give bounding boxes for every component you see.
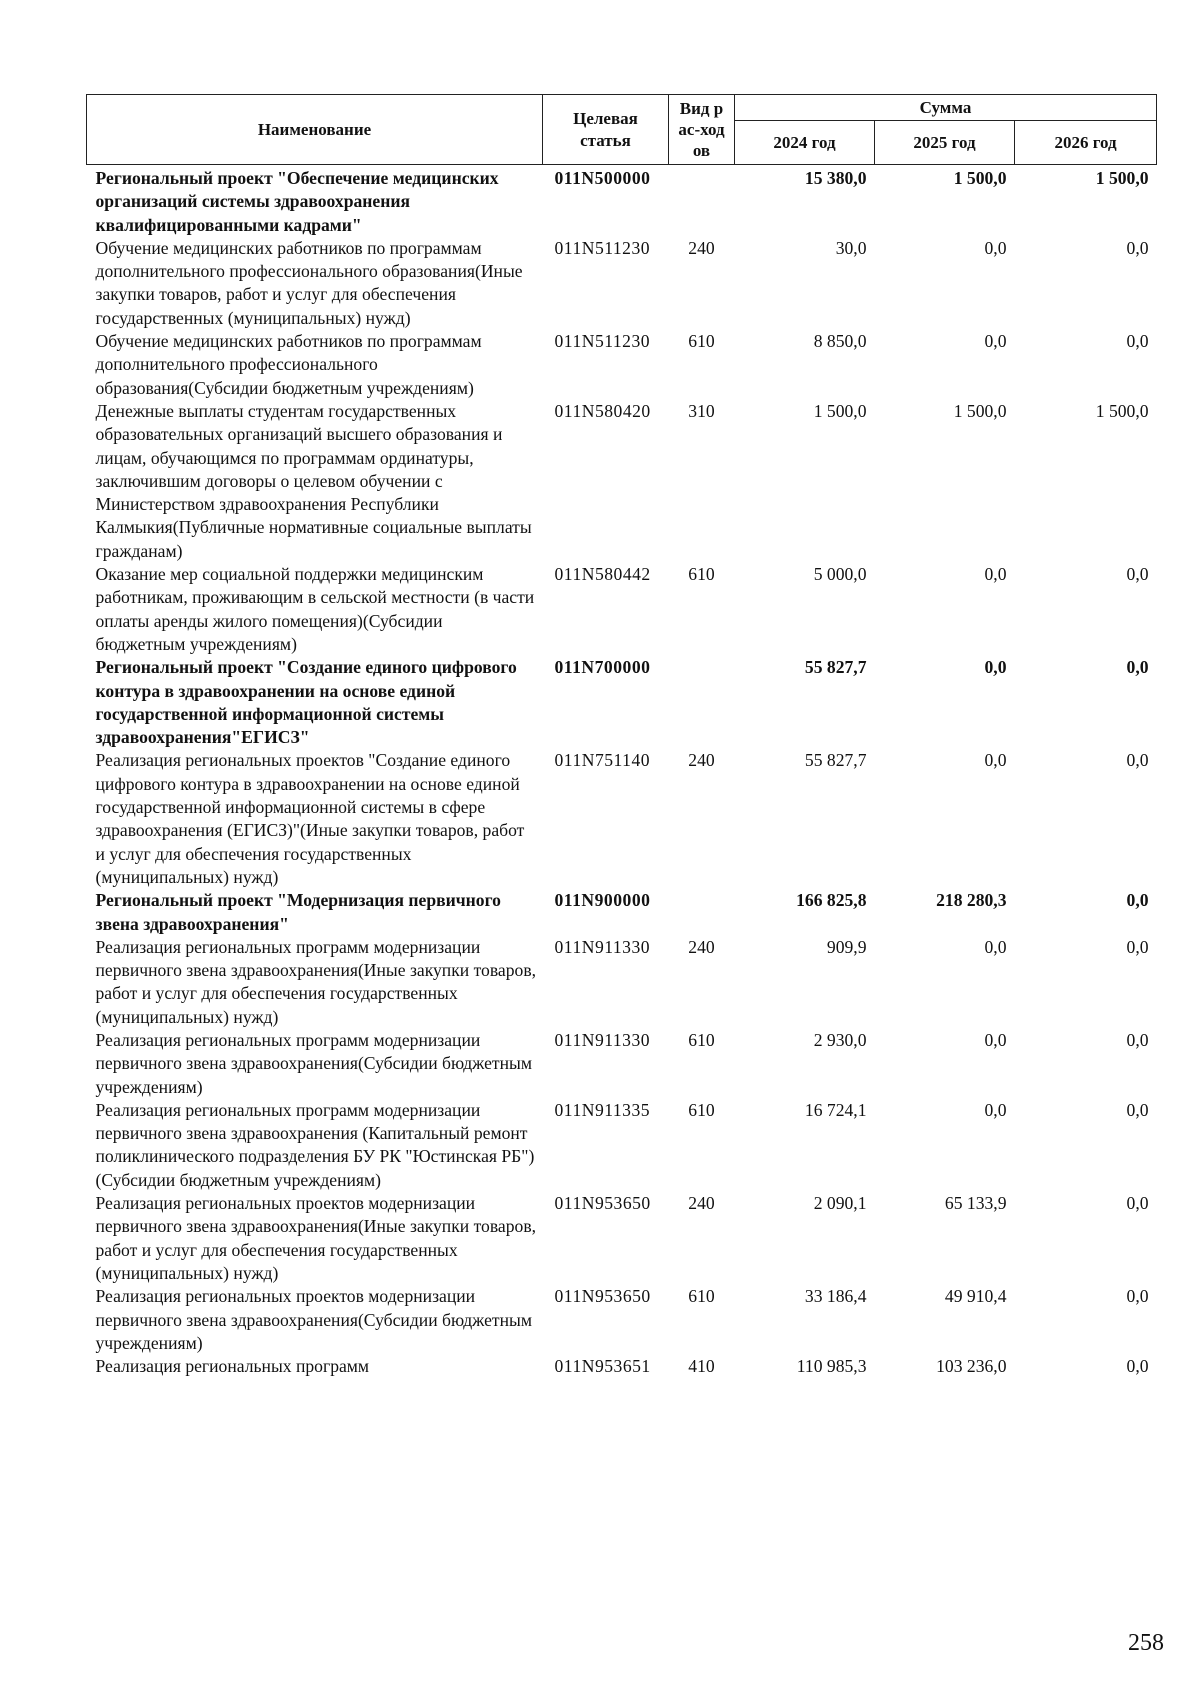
cell-code: 011N900000	[554, 890, 651, 911]
col-header-2026: 2026 год	[1015, 121, 1157, 165]
table-row	[87, 1192, 1157, 1285]
cell-y2026: 0,0	[1126, 890, 1149, 911]
table-row	[87, 563, 1157, 656]
cell-kind: 240	[688, 750, 715, 771]
cell-y2025: 0,0	[984, 657, 1007, 678]
cell-name: Реализация региональных программ модернизации первичного звена здравоохранения(Субсидии бюджетным учреждениям)	[95, 1029, 532, 1097]
cell-y2024: 1 500,0	[813, 400, 867, 421]
cell-code: 011N580420	[554, 400, 651, 421]
cell-y2025: 0,0	[984, 936, 1007, 957]
cell-y2026: 0,0	[1126, 657, 1149, 678]
cell-y2024: 33 186,4	[804, 1286, 867, 1307]
cell-code: 011N580442	[554, 564, 651, 585]
table-header	[87, 95, 1157, 165]
cell-name: Оказание мер социальной поддержки медицинским работникам, проживающим в сельской местности (в части оплаты аренды жилого помещения)(Субсидии бюджетным учреждениям)	[95, 564, 535, 654]
cell-y2026: 0,0	[1126, 750, 1149, 771]
cell-y2025: 1 500,0	[953, 168, 1007, 188]
table-row	[87, 237, 1157, 330]
cell-y2024: 15 380,0	[804, 168, 867, 188]
col-header-2024: 2024 год	[735, 121, 875, 165]
page-number: 258	[1128, 1630, 1164, 1656]
cell-code: 011N511230	[554, 331, 651, 352]
cell-y2024: 2 090,1	[813, 1193, 867, 1214]
cell-y2024: 110 985,3	[796, 1356, 867, 1377]
cell-kind: 610	[688, 1029, 715, 1050]
cell-y2025: 49 910,4	[944, 1286, 1007, 1307]
cell-code: 011N953650	[554, 1286, 651, 1307]
cell-kind: 610	[688, 331, 715, 352]
budget-table	[86, 94, 1157, 1378]
cell-kind: 240	[688, 237, 715, 258]
cell-y2026: 0,0	[1126, 1286, 1149, 1307]
col-header-sum: Сумма	[735, 95, 1157, 121]
cell-y2024: 8 850,0	[813, 331, 867, 352]
cell-code: 011N911335	[554, 1099, 651, 1120]
cell-name: Реализация региональных проектов "Создание единого цифрового контура в здравоохранении на основе единой государственной информационной системы в сфере здравоохранения (ЕГИСЗ)"(Иные закупки товаров, работ и услуг для обеспечения государственных (муниципальных) нужд)	[95, 750, 525, 887]
cell-kind: 410	[688, 1356, 715, 1377]
cell-name: Реализация региональных программ модернизации первичного звена здравоохранения (Капитальный ремонт поликлинического подразделения БУ РК "Юстинская РБ")(Субсидии бюджетным учреждениям)	[95, 1099, 535, 1190]
cell-code: 011N511230	[554, 237, 651, 258]
cell-code: 011N953651	[554, 1356, 651, 1377]
cell-y2025: 0,0	[984, 750, 1007, 771]
cell-y2026: 0,0	[1126, 237, 1149, 258]
cell-kind: 310	[688, 400, 715, 421]
cell-name: Региональный проект "Модернизация первичного звена здравоохранения"	[95, 890, 501, 934]
cell-y2026: 0,0	[1126, 1356, 1149, 1377]
cell-kind	[669, 889, 735, 936]
table-row	[87, 1029, 1157, 1099]
cell-code: 011N953650	[554, 1193, 651, 1214]
table-row	[87, 400, 1157, 563]
col-header-kind: Вид рас-ходов	[669, 95, 735, 165]
cell-code: 011N911330	[554, 1029, 651, 1050]
cell-name: Региональный проект "Обеспечение медицинских организаций системы здравоохранения квалифицированными кадрами"	[95, 168, 499, 235]
cell-y2025: 0,0	[984, 1099, 1007, 1120]
table-row	[87, 749, 1157, 889]
table-row	[87, 330, 1157, 400]
cell-y2025: 0,0	[984, 331, 1007, 352]
cell-y2026: 0,0	[1126, 936, 1149, 957]
cell-y2026: 0,0	[1126, 1193, 1149, 1214]
cell-y2025: 1 500,0	[953, 400, 1007, 421]
cell-y2025: 65 133,9	[944, 1193, 1007, 1214]
cell-y2024: 5 000,0	[813, 564, 867, 585]
cell-y2025: 218 280,3	[936, 890, 1007, 911]
cell-kind	[669, 656, 735, 749]
cell-kind: 610	[688, 1286, 715, 1307]
cell-y2024: 16 724,1	[804, 1099, 867, 1120]
cell-name: Реализация региональных проектов модернизации первичного звена здравоохранения(Субсидии бюджетным учреждениям)	[95, 1286, 532, 1353]
cell-y2026: 0,0	[1126, 1099, 1149, 1120]
table-body	[87, 165, 1157, 1379]
cell-name: Обучение медицинских работников по программам дополнительного профессионального образования(Иные закупки товаров, работ и услуг для обеспечения государственных (муниципальных) нужд)	[95, 237, 523, 328]
cell-code: 011N500000	[554, 168, 651, 188]
cell-name: Обучение медицинских работников по программам дополнительного профессионального образования(Субсидии бюджетным учреждениям)	[95, 331, 482, 398]
table-row-project	[87, 889, 1157, 936]
table-row	[87, 1285, 1157, 1355]
cell-name: Региональный проект "Создание единого цифрового контура в здравоохранении на основе единой государственной информационной системы здравоохранения"ЕГИСЗ"	[95, 657, 517, 748]
cell-kind: 240	[688, 936, 715, 957]
cell-y2025: 103 236,0	[936, 1356, 1007, 1377]
table-row	[87, 1099, 1157, 1192]
cell-y2026: 0,0	[1126, 1029, 1149, 1050]
col-header-code: Целевая статья	[543, 95, 669, 165]
cell-name: Реализация региональных программ модернизации первичного звена здравоохранения(Иные закупки товаров, работ и услуг для обеспечения государственных (муниципальных) нужд)	[95, 936, 537, 1027]
cell-y2024: 30,0	[835, 237, 867, 258]
table-row	[87, 936, 1157, 1029]
cell-y2024: 166 825,8	[796, 890, 867, 911]
cell-y2025: 0,0	[984, 564, 1007, 585]
cell-kind: 610	[688, 1099, 715, 1120]
cell-name: Реализация региональных программ	[95, 1356, 370, 1377]
cell-kind: 610	[688, 564, 715, 585]
cell-name: Денежные выплаты студентам государственных образовательных организаций высшего образования и лицам, обучающимся по программам ординатуры, заключившим договоры о целевом обучении с Министерством здравоохранения Республики Калмыкия(Публичные нормативные социальные выплаты гражданам)	[95, 400, 532, 561]
col-header-name: Наименование	[87, 95, 543, 165]
col-header-2025: 2025 год	[875, 121, 1015, 165]
table-row-project	[87, 656, 1157, 749]
cell-name: Реализация региональных проектов модернизации первичного звена здравоохранения(Иные закупки товаров, работ и услуг для обеспечения государственных (муниципальных) нужд)	[95, 1193, 537, 1283]
table-row	[87, 1355, 1157, 1378]
cell-kind	[669, 165, 735, 237]
cell-y2026: 1 500,0	[1095, 168, 1149, 188]
cell-kind: 240	[688, 1193, 715, 1214]
cell-y2025: 0,0	[984, 237, 1007, 258]
table-row-project	[87, 165, 1157, 237]
cell-y2024: 55 827,7	[804, 657, 867, 678]
cell-y2026: 0,0	[1126, 564, 1149, 585]
cell-y2025: 0,0	[984, 1029, 1007, 1050]
cell-y2026: 1 500,0	[1095, 400, 1149, 421]
cell-code: 011N751140	[554, 750, 651, 771]
cell-y2026: 0,0	[1126, 331, 1149, 352]
cell-code: 011N700000	[554, 657, 651, 678]
cell-y2024: 909,9	[826, 936, 867, 957]
cell-y2024: 55 827,7	[804, 750, 867, 771]
cell-code: 011N911330	[554, 936, 651, 957]
cell-y2024: 2 930,0	[813, 1029, 867, 1050]
